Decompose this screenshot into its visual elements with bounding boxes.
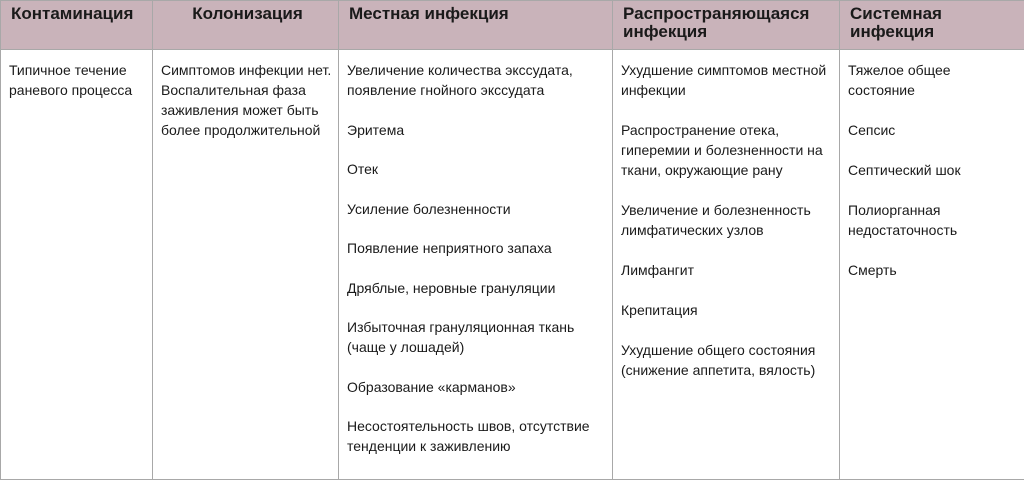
list-item: Отек: [347, 161, 379, 177]
cell-contamination: [1, 50, 153, 480]
cell-colonization: [153, 50, 339, 480]
list-item: Ухудшение симптомов местной инфекции: [621, 62, 827, 98]
list-item: Крепитация: [621, 302, 698, 318]
cell-local-infection: [339, 50, 613, 480]
list-item: Эритема: [347, 121, 405, 138]
list-item: Несостоятельность швов, отсутствие тенденции к заживлению: [347, 418, 590, 454]
header-spreading-infection: Распространяющаяся инфекция: [613, 1, 840, 50]
header-local-infection: Местная инфекция: [339, 1, 613, 50]
list-item: Избыточная грануляционная ткань (чаще у лошадей): [347, 319, 575, 355]
list-item: Образование «карманов»: [347, 378, 516, 395]
list-item: Симптомов инфекции нет. Воспалительная фаза заживления может быть более продолжительной: [161, 62, 332, 138]
header-row: [1, 1, 1024, 50]
list-item: Типичное течение раневого процесса: [9, 62, 133, 98]
header-colonization: Колонизация: [153, 1, 339, 50]
list-item: Лимфангит: [621, 262, 695, 278]
list-item: Полиорганная недостаточность: [848, 202, 958, 238]
list-item: Увеличение и болезненность лимфатических узлов: [621, 202, 811, 238]
header-contamination: Контаминация: [1, 1, 153, 50]
list-item: Дряблые, неровные грануляции: [347, 279, 556, 296]
list-item: Сепсис: [848, 122, 896, 138]
cell-spreading-infection: [613, 50, 840, 480]
content-row: [1, 50, 1024, 480]
list-item: Распространение отека, гиперемии и болезненности на ткани, окружающие рану: [621, 122, 823, 178]
list-item: Септический шок: [848, 162, 961, 178]
cell-systemic-infection: [840, 50, 1024, 480]
list-item: Тяжелое общее состояние: [848, 62, 951, 98]
list-item: Появление неприятного запаха: [347, 240, 552, 256]
list-item: Усиление болезненности: [347, 200, 511, 217]
list-item: Ухудшение общего состояния (снижение аппетита, вялость): [621, 342, 816, 378]
list-item: Смерть: [848, 262, 897, 278]
header-systemic-infection: Системная инфекция: [840, 1, 1024, 50]
list-item: Увеличение количества экссудата, появление гнойного экссудата: [347, 62, 573, 98]
